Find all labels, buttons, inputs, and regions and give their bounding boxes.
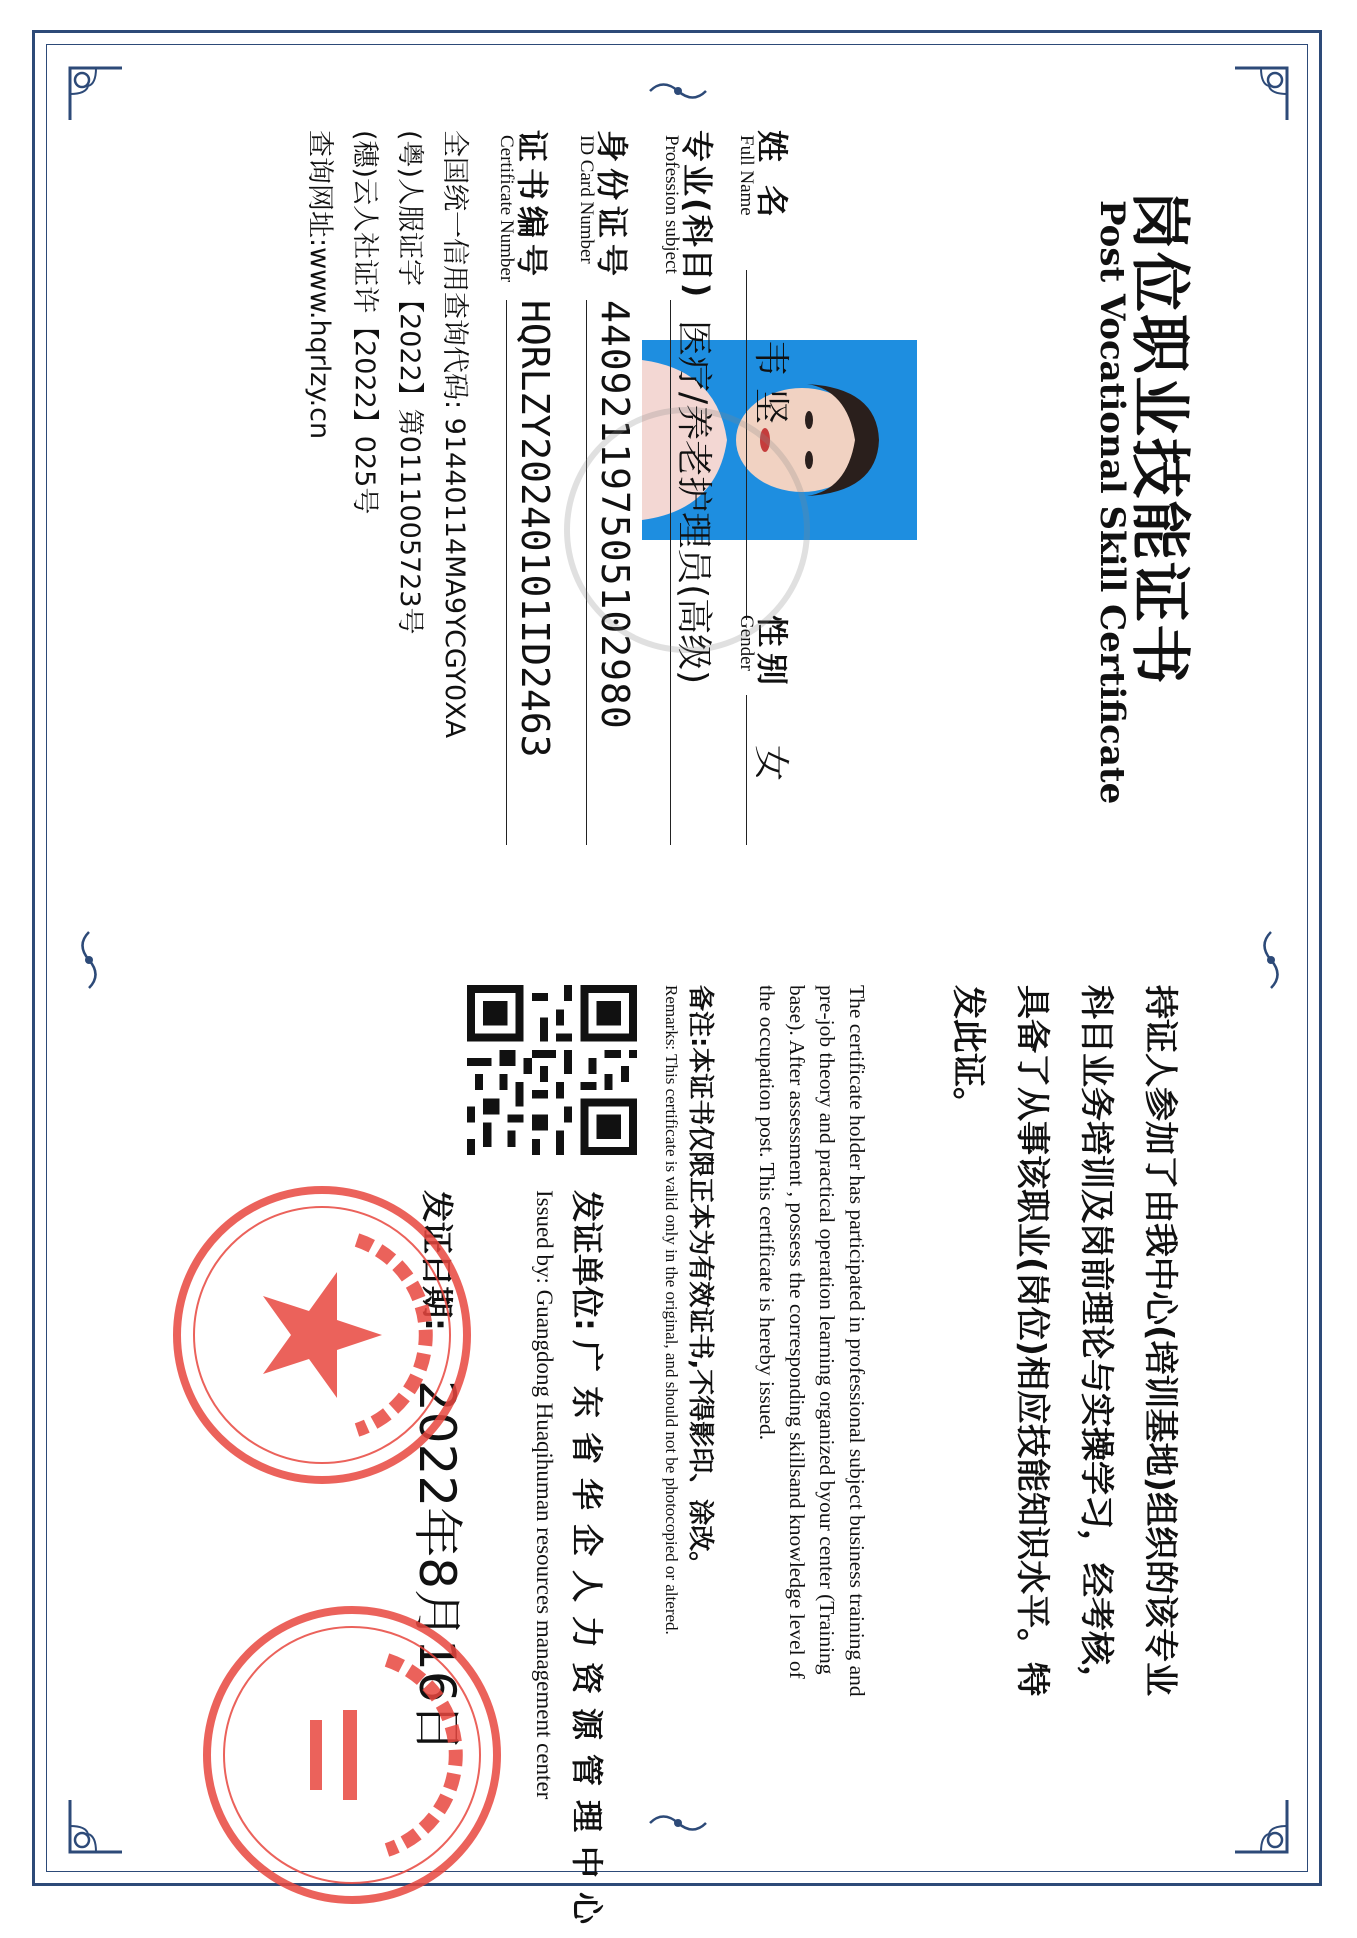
cert-label-en: Certificate Number [496, 135, 517, 283]
remarks-en: Remarks: This certificate is valid only in the original, and should not be photocopied or altered. [662, 985, 681, 1635]
statement-cn: 持证人参加了由我中心(培训基地)组织的该专业科目业务培训及岗前理论与实操学习，经考核，具备了从事该职业(岗位)相应技能知识水平。特发此证。 [948, 985, 1180, 1699]
gender-label-cn: 性别 [753, 615, 791, 692]
license-line-2: (穗)云人社证许【2022】025号 [349, 130, 380, 515]
official-seal-2 [197, 1600, 507, 1910]
profession-label-en: Profession subject [661, 135, 682, 274]
id-value: 440921197505102980 [593, 300, 637, 730]
remarks-cn: 备注:本证书仅限正本为有效证书,不得影印、涂改。 [685, 985, 715, 1578]
name-label-cn: 姓 名 [753, 130, 791, 224]
query-url-line: 查询网址:www.hqrlzy.cn [304, 130, 335, 440]
issuer-name: 广东省华企人力资源管理中心 [568, 1340, 606, 1938]
photo-embossed-seal [557, 400, 817, 660]
cert-label-cn: 证书编号 [513, 130, 551, 283]
profession-value: 医疗/养老护理员(高级) [673, 320, 714, 685]
issue-date-label: 发证日期: [418, 1190, 456, 1331]
title-en: Post Vocational Skill Certificate [1092, 200, 1132, 805]
id-label-cn: 身份证号 [593, 130, 631, 283]
name-value: 韦坚 [750, 340, 791, 437]
issuer-label: 发证单位: [568, 1190, 606, 1331]
statement-en: The certificate holder has participated in professional subject business training and pre-job theory and practical operation learning organized byour center (Training base). After assessment , possess the corresponding skillsand knowledge level of the occupation post. This certificate is hereby issued. [755, 985, 869, 1697]
issuer-en: Issued by: Guangdong Huaqihuman resources management center [532, 1190, 557, 1800]
credit-code-line: 全国统一信用查询代码: 91440114MA9YCGY0XA [439, 130, 470, 739]
gender-label-en: Gender [736, 615, 757, 671]
cert-value: HQRLZY20240101ID2463 [513, 300, 557, 758]
license-line-1: (粤)人服证字【2022】第0111005723号 [394, 130, 425, 635]
name-label-en: Full Name [736, 135, 757, 216]
issue-date-value: 2022年8月16日 [408, 1380, 466, 1753]
title-cn: 岗位职业技能证书 [1124, 190, 1194, 686]
official-seal-1 [167, 1180, 477, 1490]
id-label-en: ID Card Number [576, 135, 597, 264]
profession-label-cn: 专业(科目) [678, 130, 716, 300]
gender-value: 女 [750, 745, 791, 782]
qr-code-icon [467, 985, 637, 1155]
